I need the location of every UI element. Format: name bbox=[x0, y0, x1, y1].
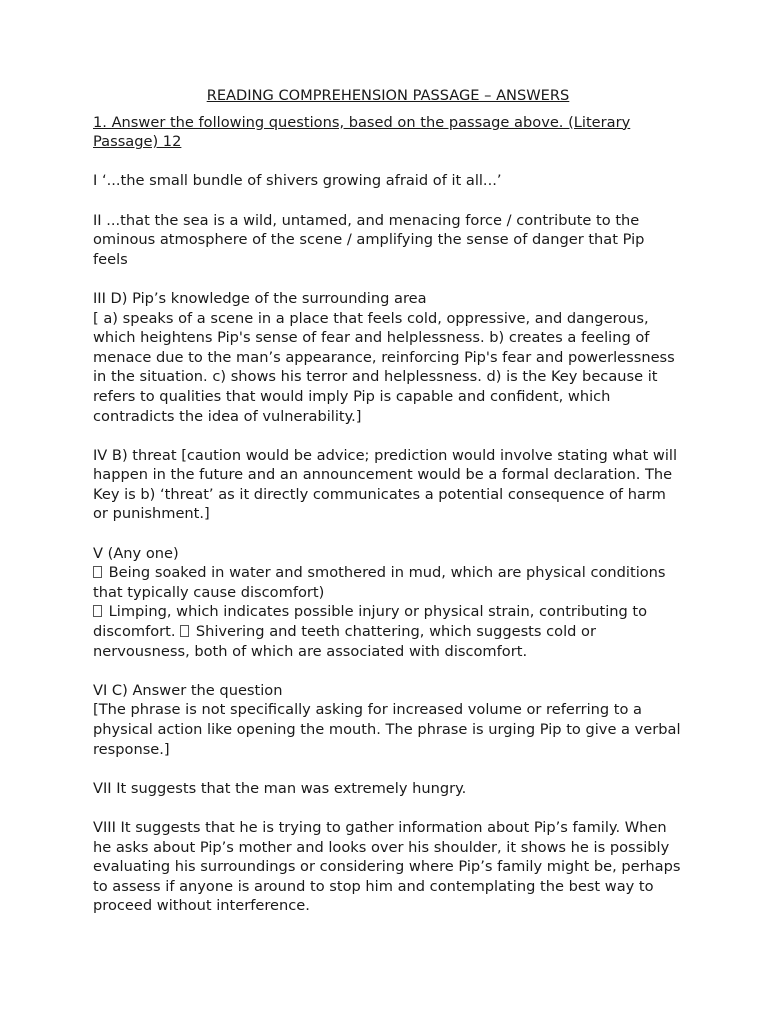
answer-iii-choice: III D) Pip’s knowledge of the surrounding area bbox=[93, 289, 427, 307]
bullet-box-icon bbox=[180, 625, 189, 637]
answer-v-point-1-text: Being soaked in water and smothered in mud, which are physical conditions that typically cause discomfort) bbox=[93, 564, 666, 601]
answer-v bbox=[93, 544, 683, 662]
bullet-box-icon bbox=[93, 605, 102, 617]
answer-v-point-3-text: Shivering and teeth chattering, which suggests cold or nervousness, both of which are associated with discomfort. bbox=[93, 623, 596, 660]
document-page bbox=[93, 86, 683, 936]
answer-vi-explanation: [The phrase is not specifically asking for increased volume or referring to a physical action like opening the mouth. The phrase is urging Pip to give a verbal response.] bbox=[93, 701, 681, 758]
answer-v-point-1 bbox=[93, 563, 683, 602]
answer-vi bbox=[93, 681, 683, 759]
document-title: READING COMPREHENSION PASSAGE – ANSWERS bbox=[206, 87, 570, 104]
answer-vii: VII It suggests that the man was extremely hungry. bbox=[93, 779, 467, 797]
answer-v-point-2-text: Limping, which indicates possible injury or physical strain, contributing to discomfort. bbox=[93, 603, 648, 641]
answer-i: I ‘...the small bundle of shivers growing afraid of it all...’ bbox=[93, 172, 502, 190]
answer-iv: IV B) threat [caution would be advice; prediction would involve stating what will happen in the future and an announcement would be a formal declaration. The Key is b) ‘threat’ as it directly communicates a potential consequence of harm or punishment.] bbox=[93, 446, 678, 523]
bullet-box-icon bbox=[93, 566, 102, 578]
answer-vi-choice: VI C) Answer the question bbox=[93, 681, 283, 699]
answer-v-label: V (Any one) bbox=[93, 544, 179, 562]
answer-iii bbox=[93, 289, 683, 426]
answer-v-point-2 bbox=[93, 602, 683, 661]
answer-ii: II ...that the sea is a wild, untamed, and menacing force / contribute to the ominous atmosphere of the scene / amplifying the sense of danger that Pip feels bbox=[93, 211, 645, 268]
answer-viii: VIII It suggests that he is trying to gather information about Pip’s family. When he asks about Pip’s mother and looks over his shoulder, it shows he is possibly evaluating his surroundings or considering where Pip’s family might be, perhaps to assess if anyone is around to stop him and contemplating the best way to proceed without interference. bbox=[93, 818, 681, 915]
answer-iii-explanation: [ a) speaks of a scene in a place that feels cold, oppressive, and dangerous, which heightens Pip's sense of fear and helplessness. b) creates a feeling of menace due to the man’s appearance, reinforcing Pip's fear and powerlessness in the situation. c) shows his terror and helplessness. d) is the Key because it refers to qualities that would imply Pip is capable and confident, which contradicts the idea of vulnerability.] bbox=[93, 309, 675, 425]
question-heading: 1. Answer the following questions, based on the passage above. (Literary Passage) 12 bbox=[93, 113, 631, 151]
